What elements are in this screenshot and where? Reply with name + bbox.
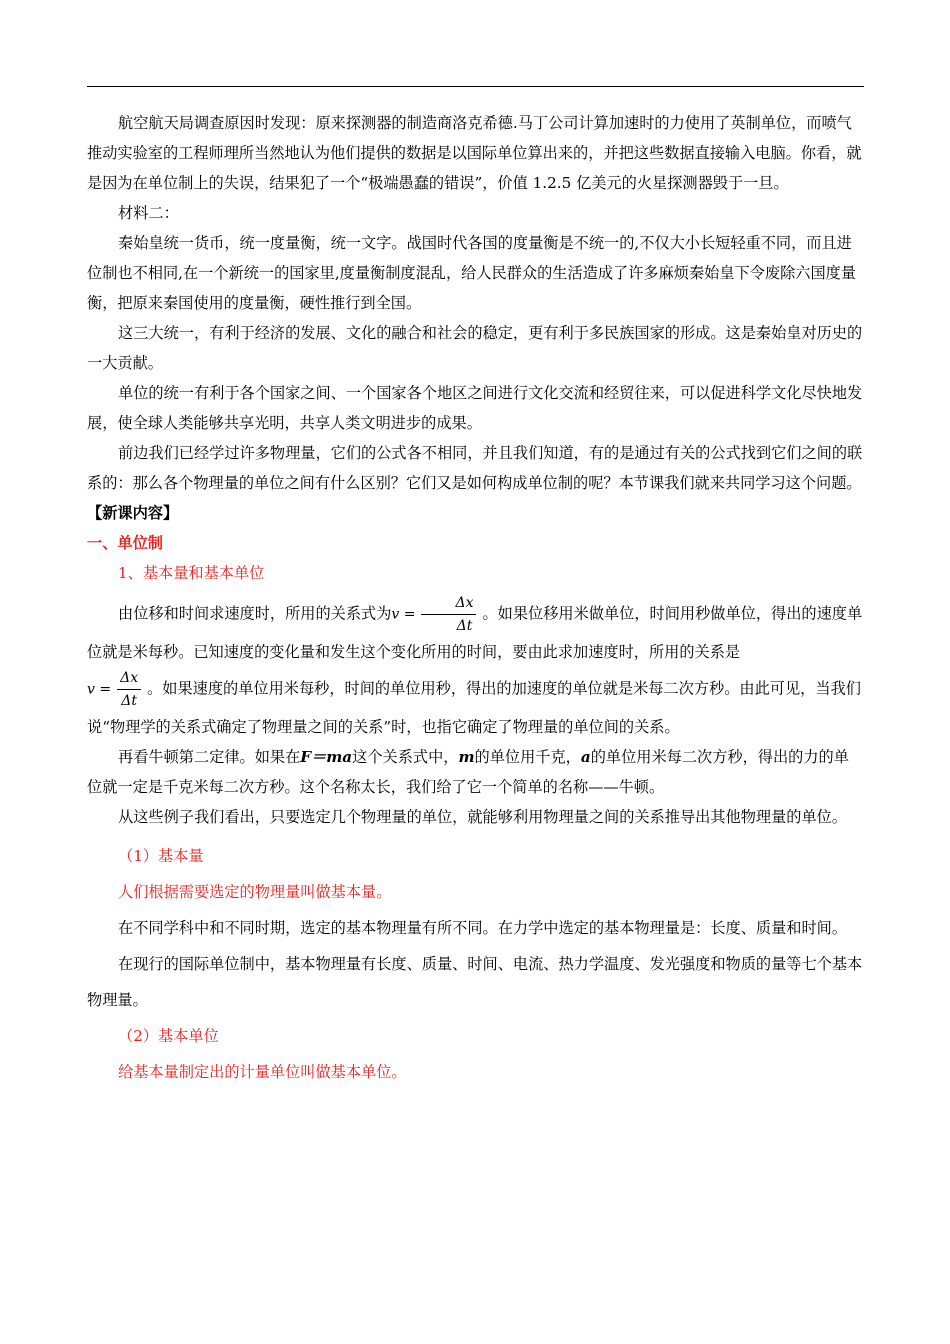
paragraph-derive-units: 从这些例子我们看出，只要选定几个物理量的单位，就能够利用物理量之间的关系推导出其他物理量的单位。 xyxy=(118,808,847,826)
new-lesson-heading: 【新课内容】 xyxy=(87,504,179,522)
fraction-denominator: Δt xyxy=(456,618,473,634)
paragraph-qin-unification: 秦始皇统一货币，统一度量衡，统一文字。战国时代各国的度量衡是不统一的,不仅大小长短轻重不同，而且进位制也不相同,在一个新统一的国家里,度量衡制度混乱，给人民群众的生活造成了许多麻烦秦始皇下令废除六国度量衡，把原来秦国使用的度量衡，硬性推行到全国。 xyxy=(87,234,857,312)
mass-symbol: m xyxy=(458,748,475,766)
paragraph-intro-question: 前边我们已经学过许多物理量，它们的公式各不相同，并且我们知道，有的是通过有关的公式找到它们之间的联系的：那么各个物理量的单位之间有什么区别？它们又是如何构成单位制的呢？本节课我们就来共同学习这个问题。 xyxy=(87,444,863,492)
acceleration-text: 。如果速度的单位用米每秒，时间的单位用秒，得出的加速度的单位就是米每二次方秒。由此可见，当我们说“物理学的关系式确定了物理量之间的关系”时，也指它确定了物理量的单位间的关系。 xyxy=(87,679,861,736)
fraction-dv-dt xyxy=(117,667,141,712)
header-rule xyxy=(87,86,864,87)
paragraph-mechanics-quantities: 在不同学科中和不同时期，选定的基本物理量有所不同。在力学中选定的基本物理量是：长度、质量和时间。 xyxy=(118,919,847,937)
document-body xyxy=(87,108,864,1090)
acceleration-symbol: a xyxy=(580,748,591,766)
newton-text-d: 的单位用米每二次方秒，得出的力的单位就一定是千克米每二次方秒。这个名称太长，我们给了它一个简单的名称——牛顿。 xyxy=(87,748,849,796)
newton-text-b: 这个关系式中， xyxy=(352,748,459,766)
newton-text-a: 再看牛顿第二定律。如果在 xyxy=(118,748,301,766)
velocity-text-b: 。如果位移用米做单位，时间用秒做单位，得出的速度单位就是米每秒。已知速度的变化量和发生这个变化所用的时间，要由此求加速度时，所用的关系是 xyxy=(87,604,863,661)
paragraph-unit-unification: 单位的统一有利于各个国家之间、一个国家各个地区之间进行文化交流和经贸往来，可以促进科学文化尽快地发展，使全球人类能够共享光明，共享人类文明进步的成果。 xyxy=(87,384,863,432)
paragraph-newton-law xyxy=(87,742,864,802)
section-unit-system-heading: 一、单位制 xyxy=(87,534,163,552)
subsection-base-heading: 1、基本量和基本单位 xyxy=(118,564,265,582)
newton-equation: F＝ma xyxy=(300,748,353,766)
definition-base-unit: 给基本量制定出的计量单位叫做基本单位。 xyxy=(118,1063,407,1081)
paragraph-mars-probe: 航空航天局调查原因时发现：原来探测器的制造商洛克希德.马丁公司计算加速时的力使用了英制单位，而喷气推动实验室的工程师理所当然地认为他们提供的数据是以国际单位算出来的，并把这些数据直接输入电脑。你看，就是因为在单位制上的失误，结果犯了一个“极端愚蠢的错误”，价值 1.2.5 亿美元的火星探测器毁于一旦。 xyxy=(87,114,862,192)
formula-lhs: v = xyxy=(391,606,416,623)
formula-lhs-2: v = xyxy=(87,681,112,698)
velocity-text-a: 由位移和时间求速度时，所用的关系式为 xyxy=(118,604,392,623)
fraction-numerator-2: Δx xyxy=(117,667,141,690)
fraction-numerator: Δx xyxy=(421,592,476,615)
paragraph-velocity-formula xyxy=(87,592,864,667)
paragraph-three-unifications: 这三大统一，有利于经济的发展、文化的融合和社会的稳定，更有利于多民族国家的形成。这是秦始皇对历史的一大贡献。 xyxy=(87,324,863,372)
material-two-label: 材料二： xyxy=(118,204,179,222)
paragraph-si-seven-quantities: 在现行的国际单位制中，基本物理量有长度、质量、时间、电流、热力学温度、发光强度和物质的量等七个基本物理量。 xyxy=(87,955,863,1009)
item-base-unit-heading: （2）基本单位 xyxy=(118,1027,219,1045)
newton-text-c: 的单位用千克， xyxy=(474,748,581,766)
item-base-quantity-heading: （1）基本量 xyxy=(118,847,204,865)
fraction-dx-dt xyxy=(421,592,476,637)
definition-base-quantity: 人们根据需要选定的物理量叫做基本量。 xyxy=(118,883,392,901)
fraction-denominator-2: Δt xyxy=(121,693,137,709)
paragraph-acceleration-formula xyxy=(87,667,864,742)
